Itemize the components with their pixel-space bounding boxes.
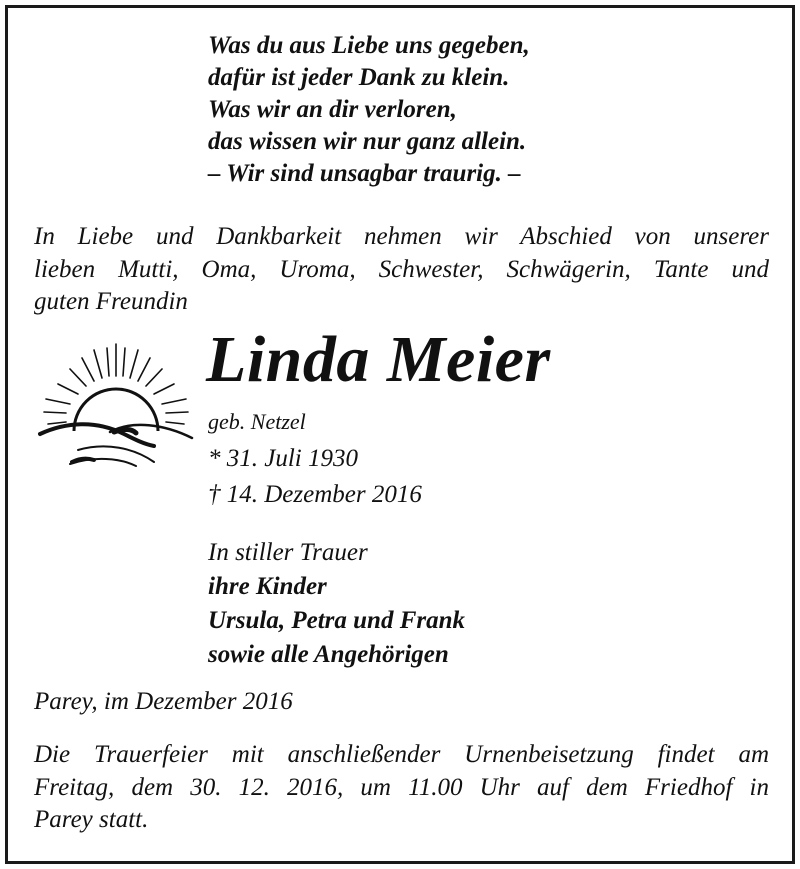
place-and-date: Parey, im Dezember 2016 xyxy=(34,688,293,715)
mourners-line: ihre Kinder xyxy=(208,573,327,600)
intro-line: In Liebe und Dankbarkeit nehmen wir Abschied von unserer xyxy=(34,223,769,250)
deceased-details xyxy=(208,407,422,513)
birth-date: * 31. Juli 1930 xyxy=(208,445,358,472)
memorial-poem xyxy=(208,30,530,190)
mourners-line: In stiller Trauer xyxy=(208,539,368,566)
intro-line: guten Freundin xyxy=(34,288,188,315)
sunset-over-hills-icon xyxy=(36,336,196,476)
farewell-intro xyxy=(34,221,769,319)
poem-line: Was du aus Liebe uns gegeben, xyxy=(208,32,530,59)
maiden-name: geb. Netzel xyxy=(208,409,306,434)
poem-line: – Wir sind unsagbar traurig. – xyxy=(208,160,521,187)
poem-line: dafür ist jeder Dank zu klein. xyxy=(208,64,510,91)
mourners-block xyxy=(208,536,465,672)
funeral-line: Die Trauerfeier mit anschließender Urnenbeisetzung findet am xyxy=(34,741,769,768)
poem-line: Was wir an dir verloren, xyxy=(208,96,457,123)
intro-line: lieben Mutti, Oma, Uroma, Schwester, Schwägerin, Tante und xyxy=(34,255,769,283)
poem-line: das wissen wir nur ganz allein. xyxy=(208,128,527,155)
mourners-line: sowie alle Angehörigen xyxy=(208,641,449,668)
deceased-name: Linda Meier xyxy=(206,323,551,396)
death-date: † 14. Dezember 2016 xyxy=(208,481,422,508)
funeral-notice xyxy=(34,739,769,837)
funeral-line: Parey statt. xyxy=(34,806,149,833)
funeral-line: Freitag, dem 30. 12. 2016, um 11.00 Uhr auf dem Friedhof in xyxy=(34,773,769,801)
mourners-line: Ursula, Petra und Frank xyxy=(208,607,466,634)
